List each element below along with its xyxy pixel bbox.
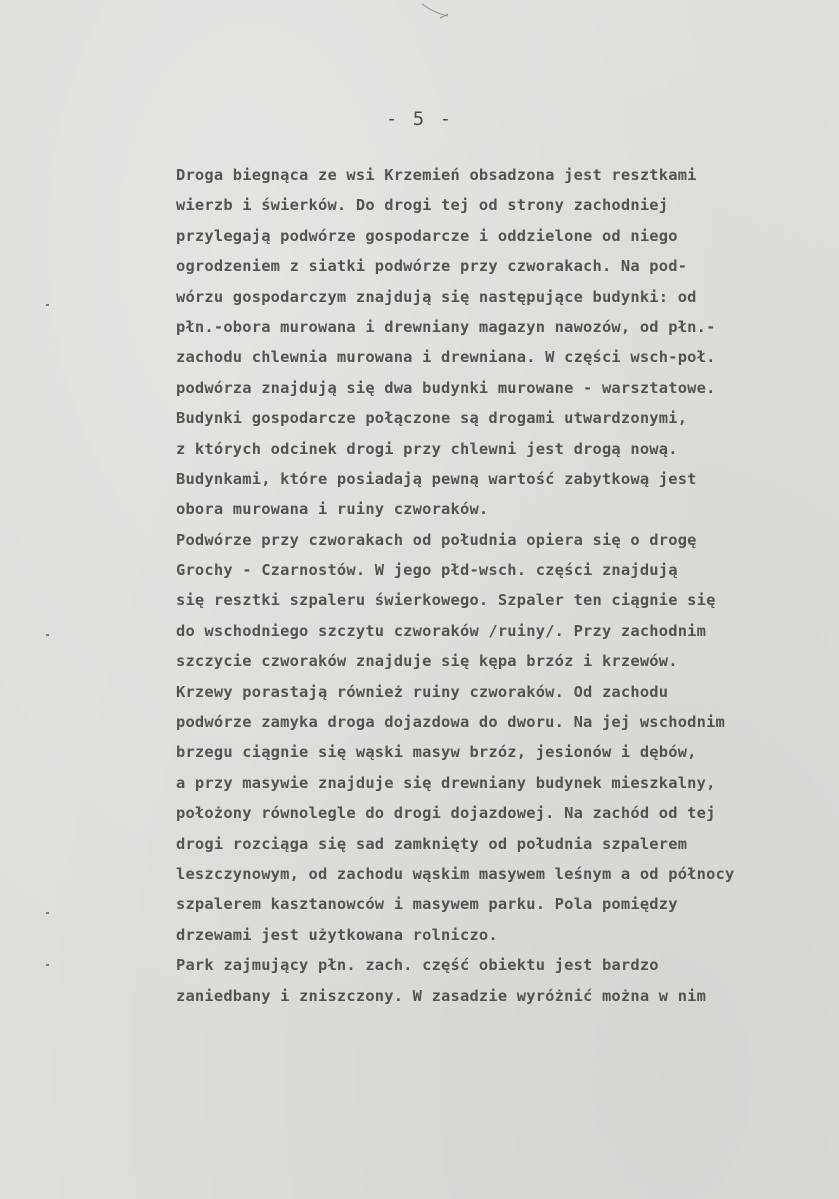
paper-tear-mark [418, 0, 458, 22]
text-line: zachodu chlewnia murowana i drewniana. W części wsch-poł. [176, 348, 716, 367]
text-line: Park zajmujący płn. zach. część obiektu jest bardzo [176, 956, 659, 975]
text-line: przylegają podwórze gospodarcze i oddzielone od niego [176, 226, 678, 245]
margin-mark [46, 964, 49, 966]
text-line: się resztki szpaleru świerkowego. Szpaler ten ciągnie się [176, 591, 716, 610]
text-line: podwórza znajdują się dwa budynki murowane - warsztatowe. [176, 378, 716, 397]
text-line: płn.-obora murowana i drewniany magazyn nawozów, od płn.- [176, 317, 716, 336]
text-line: szpalerem kasztanowców i masywem parku. Pola pomiędzy [176, 895, 678, 914]
text-line: do wschodniego szczytu czworaków /ruiny/. Przy zachodnim [176, 621, 707, 640]
text-line: obora murowana i ruiny czworaków. [176, 500, 489, 519]
text-line: zaniedbany i zniszczony. W zasadzie wyróżnić można w nim [176, 986, 707, 1005]
margin-mark [46, 634, 49, 636]
text-line: ogrodzeniem z siatki podwórze przy czworakach. Na pod- [176, 257, 688, 276]
text-line: wórzu gospodarczym znajdują się następujące budynki: od [176, 287, 697, 306]
text-line: Budynki gospodarcze połączone są drogami utwardzonymi, [176, 409, 688, 428]
text-line: wierzb i świerków. Do drogi tej od strony zachodniej [176, 196, 669, 215]
page-number: - 5 - [385, 108, 454, 130]
text-line: a przy masywie znajduje się drewniany budynek mieszkalny, [176, 773, 716, 792]
text-line: z których odcinek drogi przy chlewni jest drogą nową. [176, 439, 678, 458]
text-line: Budynkami, które posiadają pewną wartość zabytkową jest [176, 469, 697, 488]
text-line: podwórze zamyka droga dojazdowa do dworu. Na jej wschodnim [176, 713, 726, 732]
text-line: Grochy - Czarnostów. W jego płd-wsch. części znajdują [176, 561, 678, 580]
margin-mark [46, 912, 49, 914]
text-line: szczycie czworaków znajduje się kępa brzóz i krzewów. [176, 652, 678, 671]
body-text [176, 160, 816, 1011]
margin-mark [46, 304, 49, 306]
text-line: Droga biegnąca ze wsi Krzemień obsadzona jest resztkami [176, 166, 697, 184]
text-line: leszczynowym, od zachodu wąskim masywem leśnym a od północy [176, 864, 735, 883]
text-line: Podwórze przy czworakach od południa opiera się o drogę [176, 530, 697, 549]
text-line: drzewami jest użytkowana rolniczo. [176, 925, 498, 944]
text-line: Krzewy porastają również ruiny czworaków. Od zachodu [176, 682, 669, 701]
text-line: położony równolegle do drogi dojazdowej. Na zachód od tej [176, 804, 716, 823]
text-line: drogi rozciąga się sad zamknięty od południa szpalerem [176, 834, 688, 853]
text-line: brzegu ciągnie się wąski masyw brzóz, jesionów i dębów, [176, 743, 697, 762]
